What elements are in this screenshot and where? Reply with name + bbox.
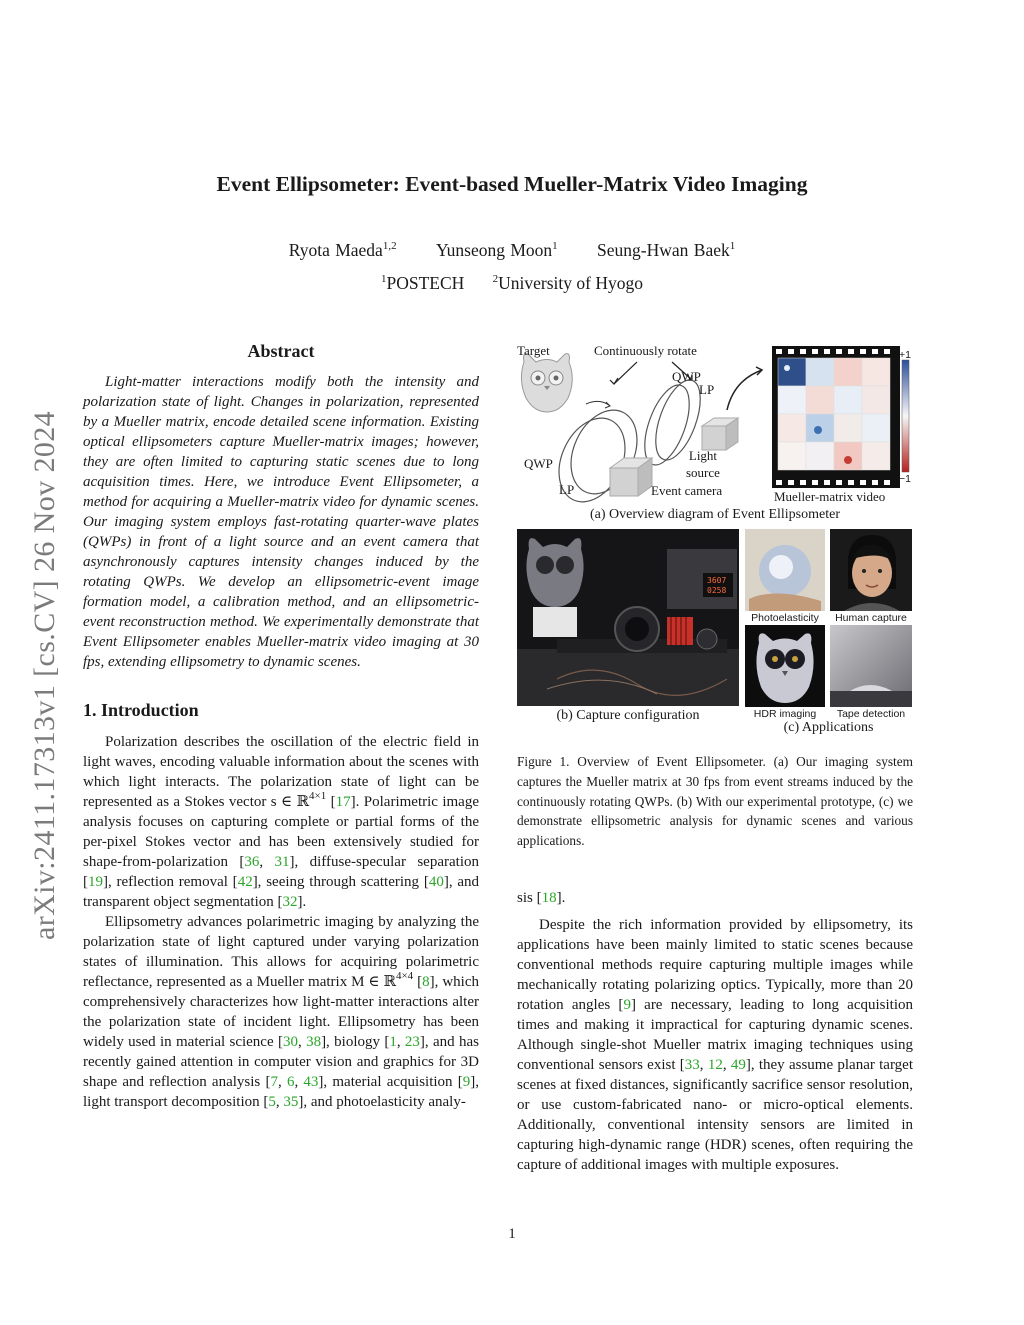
text-run: ]. [297,894,307,910]
author-list [0,240,1024,261]
text-run: ], reflection removal [ [103,874,238,890]
text-run: ], and transparent object segmentation [ [83,874,480,910]
citation-link[interactable]: 36 [244,854,260,870]
text-run: Polarization describes the oscillation of the electric field in light waves, encoding valuable information about the scenes with which light interacts. The polarization state of light can be represented as a Stokes vector [83,734,479,810]
text-run: ] are necessary, leading to long acquisition times and making it impractical for capturing dynamic scenes. Although single-shot Mueller matrix imaging techniques using conventional sensors exist [ [517,997,913,1073]
light-source-cube-icon [702,418,738,450]
text-run: Ellipsometry advances polarimetric imaging by analyzing the polarization state of light captured under varying polarization states of illumination. This allows for acquiring polarimetric reflectance, represented as a Mueller matrix [83,914,479,990]
label-qwp-left: QWP [524,456,553,471]
citation-link[interactable]: 18 [541,890,557,906]
label-mueller-matrix-video: Mueller-matrix video [774,489,886,504]
text-run: ], material acquisition [ [318,1074,463,1090]
subcaption-a: (a) Overview diagram of Event Ellipsometer [590,507,840,522]
rotate-arrow-left-icon [614,362,637,384]
text-run: [ [413,974,423,990]
citation-link[interactable]: 43 [303,1074,319,1090]
text-run: ], and has recently gained attention in computer vision and graphics for 3D shape and reflection analysis [ [83,1034,480,1090]
subcaption-b: (b) Capture configuration [556,708,700,723]
paper-title: Event Ellipsometer: Event-based Mueller-Matrix Video Imaging [216,172,808,196]
output-arrow-icon [727,370,762,410]
superscript: 4×1 [309,790,327,802]
page-number: 1 [508,1226,516,1242]
text-run: ], they assume planar target scenes at fixed distances, significantly sacrifice sensor resolution, or use custom-fabricated nano- or micro-optical elements. Additionally, conventional intensity sensors are limited in capturing high-dynamic range (HDR) scenes, often requiring the capture of additional images with multiple exposures. [517,1057,914,1173]
text-run: M ∈ ℝ [351,974,396,990]
citation-link[interactable]: 7 [270,1074,278,1090]
text-run: ]. [556,890,566,906]
label-continuously-rotate: Continuously rotate [594,343,697,358]
text-run: , [294,1074,304,1090]
superscript: 4×4 [395,970,414,982]
citation-link[interactable]: 12 [707,1057,723,1073]
text-run: Despite the rich information provided by ellipsometry, its applications have been mainly limited to static scenes because conventional methods require capturing multiple images while mechanically rotating polarizing optics. Typically, more than 20 rotation angles [ [517,917,913,1013]
citation-link[interactable]: 8 [422,974,430,990]
citation-link[interactable]: 33 [684,1057,700,1073]
label-tape-detection: Tape detection [836,708,906,720]
label-lp-top: LP [699,382,715,397]
display-readout-1: 3607 [707,576,727,585]
citation-link[interactable]: 9 [462,1074,471,1090]
event-camera-cube-icon [610,458,652,496]
text-run: , [275,1094,284,1110]
label-target: Target [517,343,550,358]
citation-link[interactable]: 5 [268,1094,276,1110]
tape-detection-photo [830,625,912,707]
owl-target-icon [521,354,572,412]
author-2: Yunseong Moon$^1$ [435,240,558,260]
affiliation-2: $^2$University of Hyogo [492,273,644,293]
label-lp-bottom: LP [559,482,575,497]
scale-min-label: −1 [899,473,911,485]
label-event-camera: Event camera [651,483,723,498]
text-run: ], biology [ [321,1034,390,1050]
text-run: ], and photoelasticity analy- [298,1094,466,1110]
citation-link[interactable]: 30 [282,1034,298,1050]
text-run: , [699,1057,708,1073]
text-run: , [396,1034,405,1050]
intro-paragraph-2 [83,912,479,1112]
scale-max-label: +1 [899,349,911,361]
text-run: [ [326,794,336,810]
citation-link[interactable]: 32 [282,894,298,910]
capture-configuration-photo [517,529,739,706]
abstract-text: Light-matter interactions modify both the intensity and polarization state of light. Changes in polarization, represented by a Mueller matrix, encode detailed scene information. Existing optical ellipsometers capture Mueller-matrix images; however, they are often limited to capturing static scenes due to long acquisition times. Here, we introduce Event Ellipsometer, a method for acquiring a Mueller-matrix video for dynamic scenes. Our imaging system employs fast-rotating quarter-wave plates (QWPs) in front of a light source and an event camera that asynchronously captures intensity changes induced by the rotating QWPs. We develop an ellipsometric-event image formation model, a calibration method, and an ellipsometric-event reconstruction method. We experimentally demonstrate that Event Ellipsometer enables Mueller-matrix video imaging at 30 fps, extending ellipsometry to dynamic scenes. [83,374,479,670]
arxiv-stamp: arXiv:2411.17313v1 [cs.CV] 26 Nov 2024 [28,410,61,940]
figure-caption: Figure 1. Overview of Event Ellipsometer. (a) Our imaging system captures the Mueller matrix at 30 fps from event streams induced by the continuously rotating QWPs. (b) With our experimental prototype, (c) we demonstrate ellipsometric analysis for dynamic scenes and various applications. [517,754,913,849]
text-run: sis [ [517,890,542,906]
text-run: , [297,1034,307,1050]
intro-paragraph-3 [517,915,913,1175]
citation-link[interactable]: 6 [286,1074,295,1090]
citation-link[interactable]: 38 [306,1034,322,1050]
right-column [517,888,913,1175]
text-run: , [722,1057,731,1073]
label-light-source: Light source [686,448,720,480]
author-3: Seung-Hwan Baek$^1$ [597,240,736,260]
affiliation-1: $^1$POSTECH [380,273,465,293]
citation-link[interactable]: 49 [730,1057,746,1073]
intro-paragraph-1 [83,732,479,912]
citation-link[interactable]: 35 [283,1094,299,1110]
left-column [83,341,479,1112]
label-hdr-imaging: HDR imaging [753,708,817,720]
text-run: s ∈ ℝ [270,794,310,810]
citation-link[interactable]: 31 [274,854,290,870]
photoelasticity-photo [745,529,825,611]
subcaption-c: (c) Applications [783,720,874,735]
display-readout-2: 0258 [707,586,727,595]
text-run: ], light transport decomposition [ [83,1074,480,1110]
citation-link[interactable]: 42 [237,874,253,890]
mueller-matrix-film-icon [772,346,900,488]
citation-link[interactable]: 17 [335,794,351,810]
citation-link[interactable]: 1 [389,1034,397,1050]
text-run: , [277,1074,287,1090]
citation-link[interactable]: 9 [623,997,631,1013]
label-qwp-top: QWP [672,369,701,384]
text-run: ], seeing through scattering [ [252,874,429,890]
label-photoelasticity: Photoelasticity [751,612,819,624]
affiliation-list [0,273,1024,294]
label-human-capture: Human capture [835,612,907,624]
text-run: ], which comprehensively characterizes how light-matter interactions alter the polarization state of incident light. Ellipsometry has been widely used in material science [ [83,974,479,1050]
hdr-imaging-photo [745,625,825,707]
section-heading-introduction: 1. Introduction [83,700,199,720]
color-scale-bar [902,360,909,472]
text-run: ], diffuse-specular separation [ [83,854,479,890]
citation-link[interactable]: 19 [88,874,103,890]
text-run: ]. Polarimetric image analysis focuses on capturing complete or partial forms of the per-pixel Stokes vector and has been extensively studied for shape-from-polarization [ [83,794,479,870]
author-1: Ryota Maeda$^{1,2}$ [288,240,397,260]
citation-link[interactable]: 23 [404,1034,420,1050]
human-capture-photo [830,529,912,611]
text-run: , [259,854,275,870]
citation-link[interactable]: 40 [428,874,444,890]
abstract-heading: Abstract [247,341,315,361]
intro-paragraph-continued [517,888,913,908]
